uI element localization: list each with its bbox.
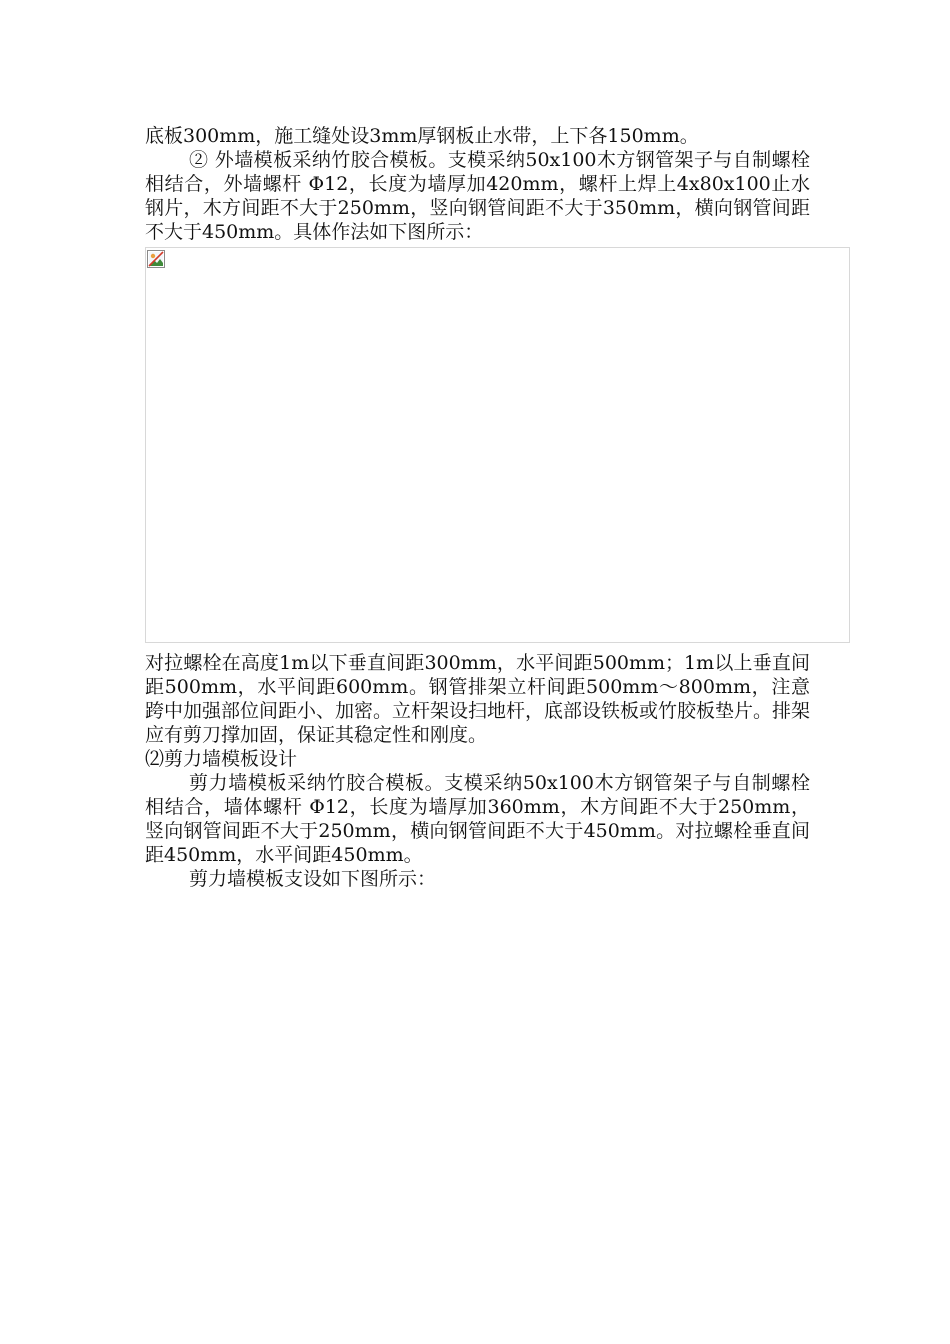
figure-placeholder: [145, 247, 850, 643]
paragraph-floor-slab: 底板300mm，施工缝处设3mm厚钢板止水带，上下各150mm。: [145, 125, 699, 147]
document-body: [145, 124, 810, 891]
paragraph-tie-bolts: 对拉螺栓在高度1m以下垂直间距300mm，水平间距500mm；1m以上垂直间距500mm，水平间距600mm。钢管排架立杆间距500mm～800mm，注意跨中加强部位间距小、加密。立杆架设扫地杆，底部设铁板或竹胶板垫片。排架应有剪刀撑加固，保证其稳定性和刚度。: [145, 652, 811, 746]
section-heading-shear-wall: ⑵剪力墙模板设计: [145, 748, 298, 770]
paragraph-exterior-wall-formwork: ② 外墙模板采纳竹胶合模板。支模采纳50x100木方钢管架子与自制螺栓相结合，外墙螺杆 Φ12，长度为墙厚加420mm，螺杆上焊上4x80x100止水钢片，木方间距不大于250mm，竖向钢管间距不大于350mm，横向钢管间距不大于450mm。具体作法如下图所示：: [145, 149, 810, 243]
paragraph-shear-wall-formwork: 剪力墙模板采纳竹胶合模板。支模采纳50x100木方钢管架子与自制螺栓相结合，墙体螺杆 Φ12，长度为墙厚加360mm，木方间距不大于250mm，竖向钢管间距不大于250mm，横向钢管间距不大于450mm。对拉螺栓垂直间距450mm，水平间距450mm。: [145, 772, 810, 866]
broken-image-icon: [147, 250, 165, 268]
paragraph-shear-wall-figure-intro: 剪力墙模板支设如下图所示：: [189, 868, 437, 890]
